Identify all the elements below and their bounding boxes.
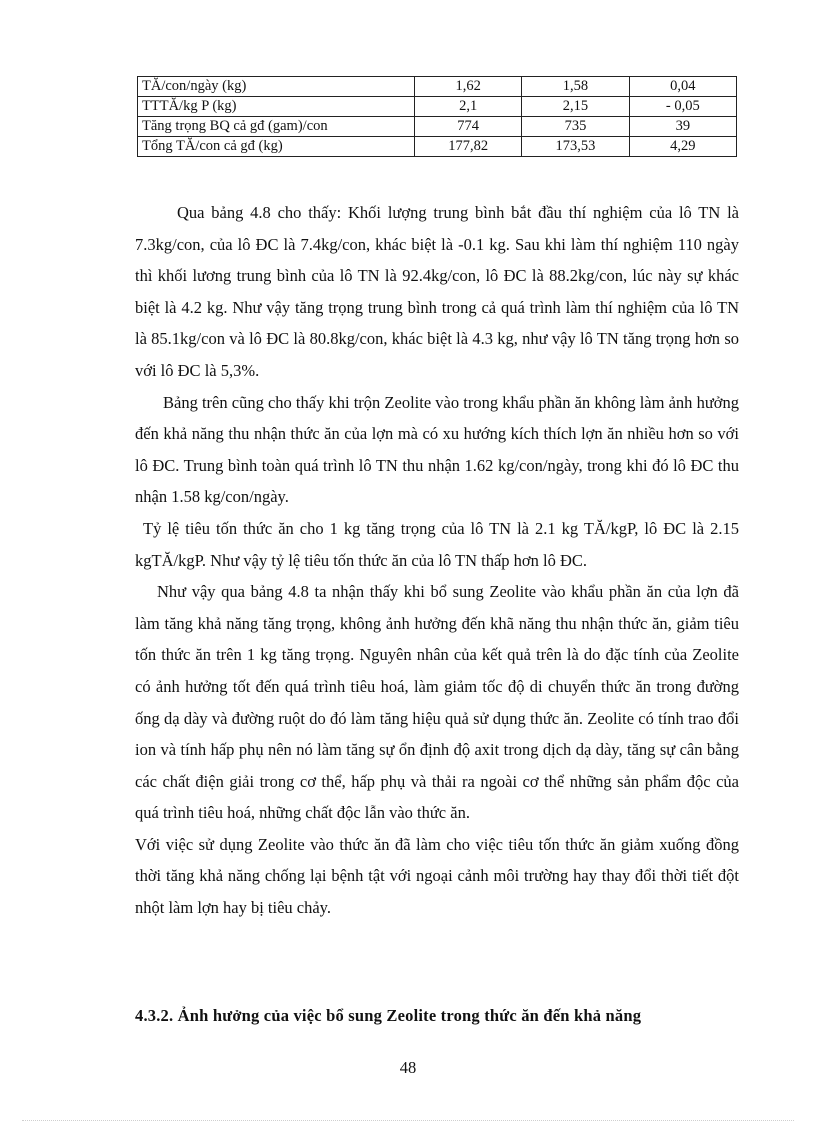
table-row — [138, 97, 737, 117]
paragraph-weight-results: Qua bảng 4.8 cho thấy: Khối lượng trung bình bắt đầu thí nghiệm của lô TN là 7.3kg/con, của lô ĐC là 7.4kg/con, khác biệt là -0.1 kg. Sau khi làm thí nghiệm 110 ngày thì khối lương trung bình của lô TN là 92.4kg/con, lô ĐC là 88.2kg/con, lúc này sự khác biệt là 4.2 kg. Như vậy tăng trọng trung bình trong cả quá trình làm thí nghiệm của lô TN là 85.1kg/con và lô ĐC là 80.8kg/con, khác biệt là 4.3 kg, như vậy lô TN tăng trọng hơn so với lô ĐC là 5,3%. — [135, 203, 739, 380]
paragraph-feed-intake: Bảng trên cũng cho thấy khi trộn Zeolite vào trong khẩu phần ăn không làm ảnh hưởng đến khả năng thu nhận thức ăn của lợn mà có xu hướng kích thích lợn ăn nhiều hơn so với lô ĐC. Trung bình toàn quá trình lô TN thu nhận 1.62 kg/con/ngày, trong khi đó lô ĐC thu nhận 1.58 kg/con/ngày. — [135, 392, 739, 507]
difference-value: 4,29 — [629, 137, 736, 157]
tn-value: 177,82 — [415, 137, 522, 157]
row-label: TĂ/con/ngày (kg) — [138, 77, 415, 97]
paragraph-conclusion: Như vậy qua bảng 4.8 ta nhận thấy khi bổ sung Zeolite vào khẩu phần ăn của lợn đã làm tăng khả năng tăng trọng, không ảnh hưởng đến khã năng thu nhận thức ăn, giảm tiêu tốn thức ăn trên 1 kg tăng trọng. Nguyên nhân của kết quả trên là do đặc tính của Zeolite có ảnh hưởng tốt đến quá trình tiêu hoá, làm giảm tốc độ di chuyển thức ăn trong đường ống dạ dày và đường ruột do đó làm tăng hiệu quả sử dụng thức ăn. Zeolite có tính trao đổi ion và tính hấp phụ nên nó làm tăng sự ổn định độ axit trong dịch dạ dày, tăng sự cân bằng các chất điện giải trong cơ thể, hấp phụ và thải ra ngoài cơ thể những sản phẩm độc của quá trình tiêu hoá, những chất độc lẫn vào thức ăn. — [135, 582, 739, 823]
row-label: Tổng TĂ/con cả gđ (kg) — [138, 137, 415, 157]
body-text — [135, 197, 739, 924]
row-label: TTTĂ/kg P (kg) — [138, 97, 415, 117]
difference-value: 39 — [629, 117, 736, 137]
tn-value: 2,1 — [415, 97, 522, 117]
dc-value: 2,15 — [522, 97, 629, 117]
page-divider — [22, 1120, 794, 1121]
dc-value: 1,58 — [522, 77, 629, 97]
results-table — [137, 76, 737, 157]
tn-value: 774 — [415, 117, 522, 137]
dc-value: 735 — [522, 117, 629, 137]
paragraph-zeolite-benefit: Với việc sử dụng Zeolite vào thức ăn đã làm cho việc tiêu tốn thức ăn giảm xuống đồng thời tăng khả năng chống lại bệnh tật với ngoại cảnh môi trường hay thay đổi thời tiết đột nhột làm lợn hay bị tiêu chảy. — [135, 834, 739, 918]
page-number: 48 — [399, 1058, 417, 1077]
section-heading: 4.3.2. Ảnh hưởng của việc bổ sung Zeolite trong thức ăn đến khả năng — [135, 1006, 642, 1025]
table-row — [138, 117, 737, 137]
dc-value: 173,53 — [522, 137, 629, 157]
difference-value: 0,04 — [629, 77, 736, 97]
table-row — [138, 77, 737, 97]
tn-value: 1,62 — [415, 77, 522, 97]
paragraph-feed-conversion: Tỷ lệ tiêu tốn thức ăn cho 1 kg tăng trọng của lô TN là 2.1 kg TĂ/kgP, lô ĐC là 2.15 kgTĂ/kgP. Như vậy tỷ lệ tiêu tốn thức ăn của lô TN thấp hơn lô ĐC. — [135, 518, 739, 570]
row-label: Tăng trọng BQ cả gđ (gam)/con — [138, 117, 415, 137]
difference-value: - 0,05 — [629, 97, 736, 117]
table-row — [138, 137, 737, 157]
